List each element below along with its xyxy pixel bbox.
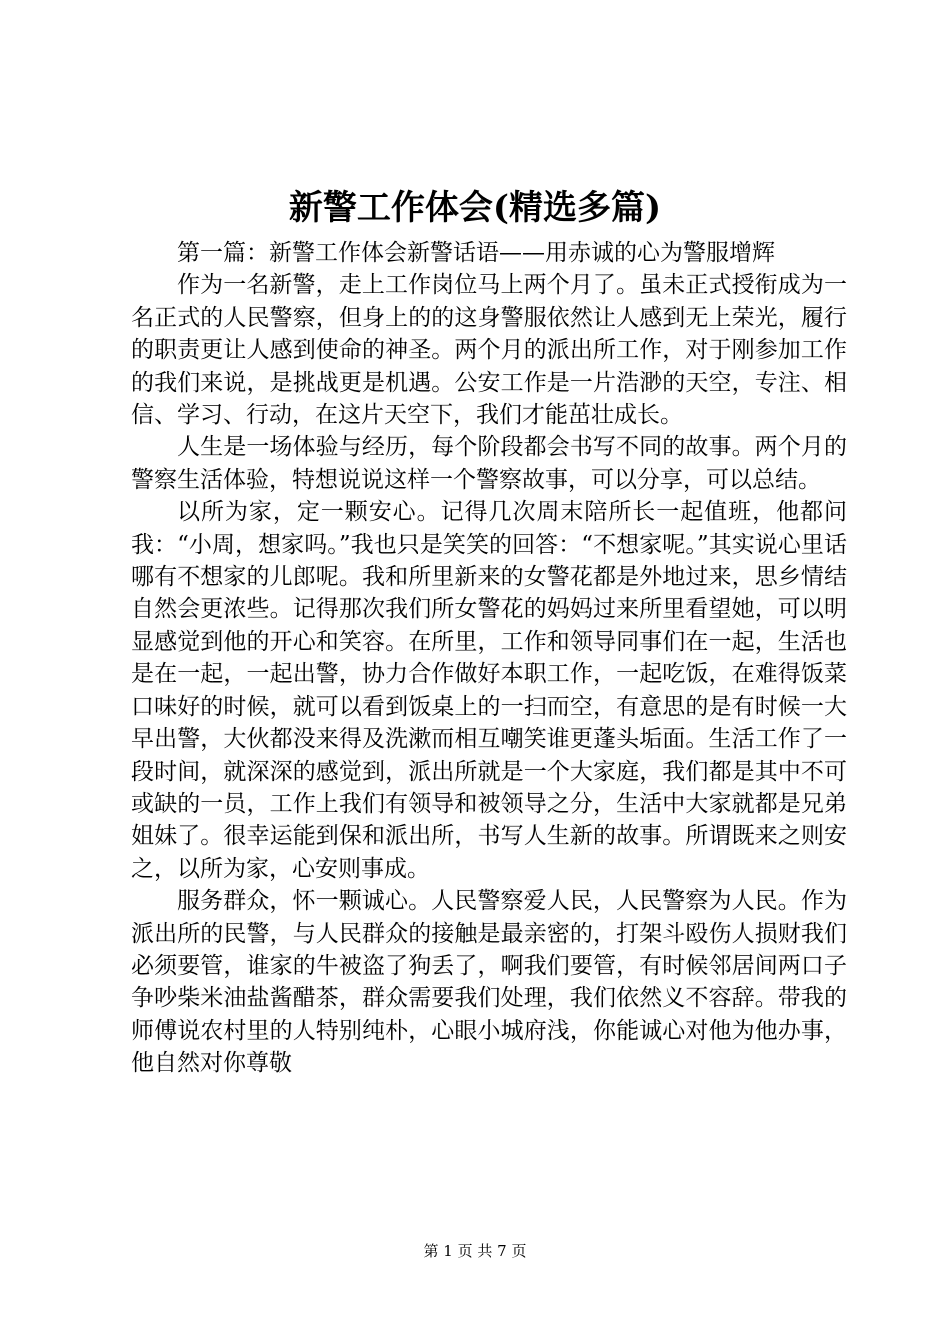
section-heading: 第一篇：新警工作体会新警话语——用赤诚的心为警服增辉 — [177, 240, 775, 266]
page-footer: 第 1 页 共 7 页 — [423, 1242, 527, 1260]
paragraph: 作为一名新警，走上工作岗位马上两个月了。虽未正式授衔成为一名正式的人民警察，但身上的的这身警服依然让人感到无上荣光，履行的职责更让人感到使命的神圣。两个月的派出所工作，对于刚参加工作的我们来说，是挑战更是机遇。公安工作是一片浩渺的天空，专注、相信、学习、行动，在这片天空下，我们才能茁壮成长。 — [131, 272, 847, 429]
paragraph: 人生是一场体验与经历，每个阶段都会书写不同的故事。两个月的警察生活体验，特想说说这样一个警察故事，可以分享，可以总结。 — [131, 434, 847, 493]
paragraph: 服务群众，怀一颗诚心。人民警察爱人民，人民警察为人民。作为派出所的民警，与人民群众的接触是最亲密的，打架斗殴伤人损财我们必须要管，谁家的牛被盗了狗丢了，啊我们要管，有时候邻居间两口子争吵柴米油盐酱醋茶，群众需要我们处理，我们依然义不容辞。带我的师傅说农村里的人特别纯朴，心眼小城府浅，你能诚心对他为他办事，他自然对你尊敬 — [131, 888, 847, 1077]
document-body — [131, 237, 847, 1080]
paragraph: 以所为家，定一颗安心。记得几次周末陪所长一起值班，他都问我：“小周，想家吗。”我也只是笑笑的回答：“不想家呢。”其实说心里话哪有不想家的儿郎呢。我和所里新来的女警花都是外地过来，思乡情结自然会更浓些。记得那次我们所女警花的妈妈过来所里看望她，可以明显感觉到他的开心和笑容。在所里，工作和领导同事们在一起，生活也是在一起，一起出警，协力合作做好本职工作，一起吃饭，在难得饭菜口味好的时候，就可以看到饭桌上的一扫而空，有意思的是有时候一大早出警，大伙都没来得及洗漱而相互嘲笑谁更蓬头垢面。生活工作了一段时间，就深深的感觉到，派出所就是一个大家庭，我们都是其中不可或缺的一员，工作上我们有领导和被领导之分，生活中大家就都是兄弟姐妹了。很幸运能到保和派出所，书写人生新的故事。所谓既来之则安之，以所为家，心安则事成。 — [131, 499, 847, 882]
document-title: 新警工作体会(精选多篇) — [288, 188, 662, 228]
